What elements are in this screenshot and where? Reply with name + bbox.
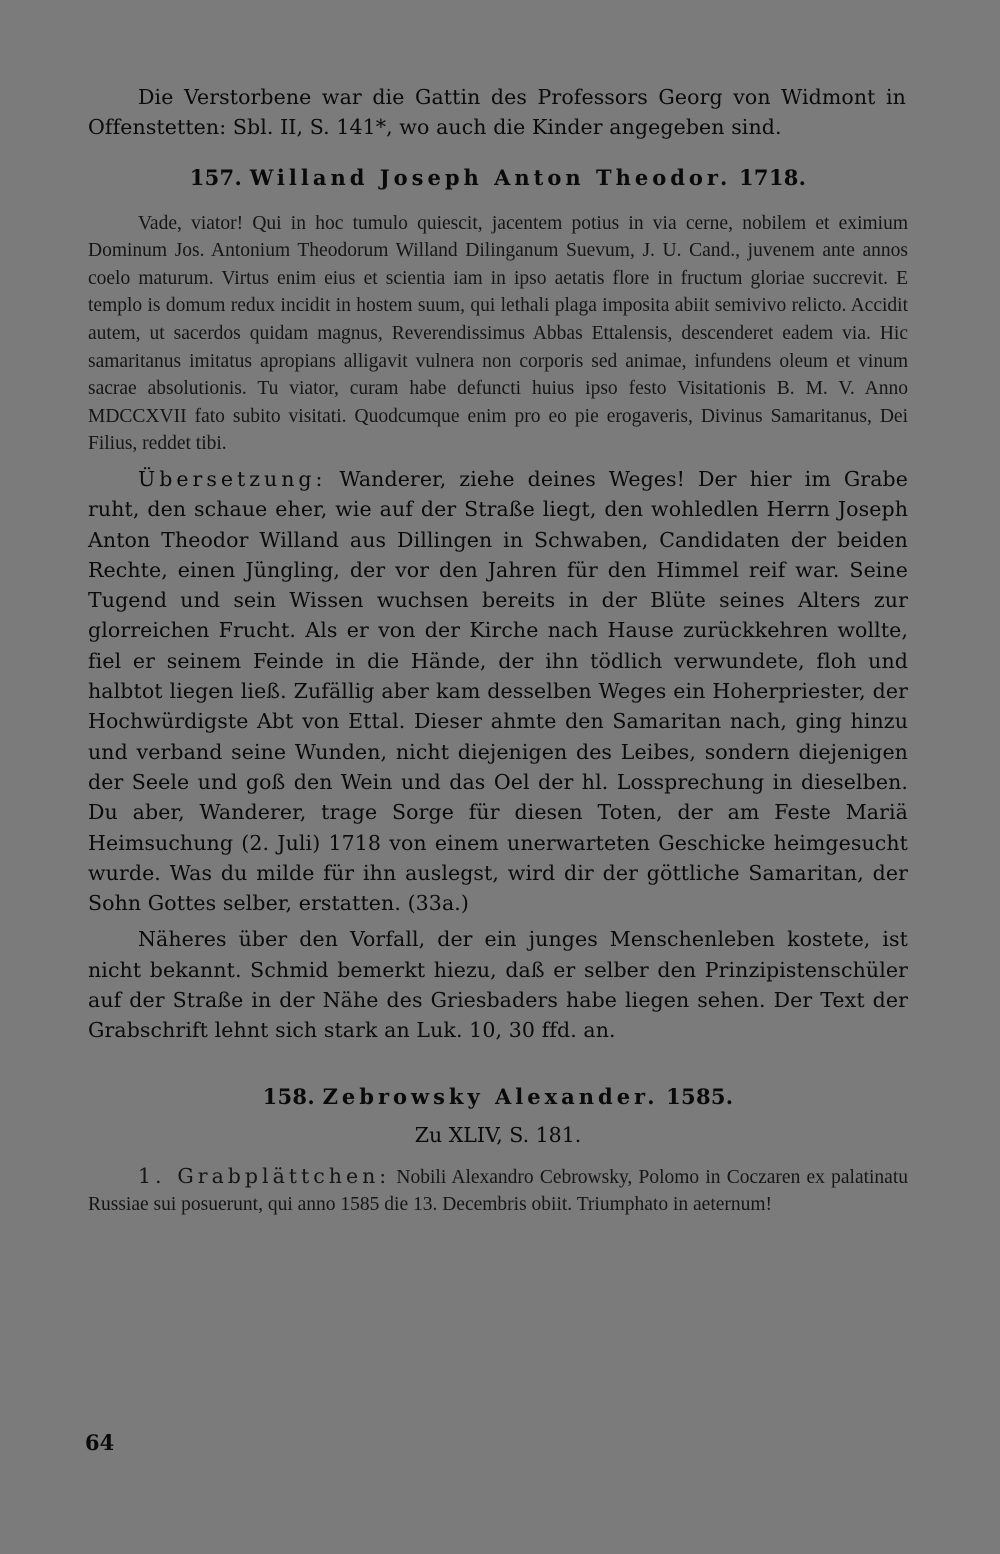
entry-158-heading <box>88 1084 908 1109</box>
grabplaettchen-text: Nobili Alexandro Cebrowsky, Polomo in Coczaren ex palatinatu Russiae sui posuerunt, qui anno 1585 die 13. Decembris obiit. Triumphato in aeternum! <box>88 1166 909 1216</box>
naeheres-paragraph: Näheres über den Vorfall, der ein junges Menschenleben kostete, ist nicht bekannt. Schmid bemerkt hiezu, daß er selber den Prinzipistenschüler auf der Straße in der Nähe des Griesbaders habe liegen sehen. Der Text der Grabschrift lehnt sich stark an Luk. 10, 30 ffd. an. <box>88 927 908 1043</box>
latin-epitaph: Vade, viator! Qui in hoc tumulo quiescit, jacentem potius in via cerne, nobilem et eximium Dominum Jos. Antonium Theodorum Willand Dilinganum Suevum, J. U. Cand., juvenem ante annos coelo maturum. Virtus enim eius et scientia iam in ipso aetatis flore in fructum gloriae succrevit. E templo is domum redux incidit in hostem suum, qui lethali plaga imposita abiit semivivo relicto. Accidit autem, ut sacerdos quidam magnus, Reverendissimus Abbas Ettalensis, descenderet eadem via. Hic samaritanus imitatus apropians alligavit vulnera non corporis sed animae, infundens oleum et vinum sacrae absolutionis. Tu viator, curam habe defuncti huius ipso festo Visitationis B. M. V. Anno MDCCXVII fato subito visitati. Quodcumque enim pro eo pie erogaveris, Divinus Samaritanus, Dei Filius, reddet tibi. <box>88 212 908 455</box>
entry-157-name: Willand Joseph Anton Theodor. <box>249 164 732 190</box>
entry-158-reference: Zu XLIV, S. 181. <box>414 1122 582 1147</box>
grabplaettchen-label: 1. Grabplättchen: <box>138 1163 391 1188</box>
entry-157-year: 1718. <box>739 164 807 190</box>
entry-158-number: 158. <box>262 1083 315 1109</box>
translation-label: Übersetzung: <box>138 466 327 491</box>
page-number: 64 <box>85 1430 115 1455</box>
intro-paragraph: Die Verstorbene war die Gattin des Professors Georg von Widmont in Offenstetten: Sbl. II, S. 141*, wo auch die Kinder angegeben sind. <box>88 85 906 140</box>
entry-158-name: Zebrowsky Alexander. <box>322 1083 659 1109</box>
translation-paragraph <box>88 464 908 918</box>
entry-157-heading <box>88 165 908 190</box>
page-body <box>88 82 908 1219</box>
entry-158-year: 1585. <box>666 1083 734 1109</box>
entry-157-number: 157. <box>189 164 243 190</box>
translation-text: Wanderer, ziehe deines Weges! Der hier im Grabe ruht, den schaue eher, wie auf der Straße liegt, den wohledlen Herrn Joseph Anton Theodor Willand aus Dillingen in Schwaben, Candidaten der beiden Rechte, einen Jüngling, der vor den Jahren für den Himmel reif war. Seine Tugend und sein Wissen wuchsen bereits in der Blüte seines Alters zur glorreichen Frucht. Als er von der Kirche nach Hause zurückkehren wollte, fiel er seinem Feinde in die Hände, der ihn tödlich verwundete, floh und halbtot liegen ließ. Zufällig aber kam desselben Weges ein Hoherpriester, der Hochwürdigste Abt von Ettal. Dieser ahmte den Samaritan nach, ging hinzu und verband seine Wunden, nicht diejenigen des Leibes, sondern diejenigen der Seele und goß den Wein und das Oel der hl. Lossprechung in dieselben. Du aber, Wanderer, trage Sorge für diesen Toten, der am Feste Mariä Heimsuchung (2. Juli) 1718 von einem unerwarteten Geschicke heimgesucht wurde. Was du milde für ihn auslegst, wird dir der göttliche Samaritan, der Sohn Gottes selber, erstatten. (33a.) <box>88 466 908 916</box>
grabplaettchen-paragraph <box>88 1161 908 1219</box>
